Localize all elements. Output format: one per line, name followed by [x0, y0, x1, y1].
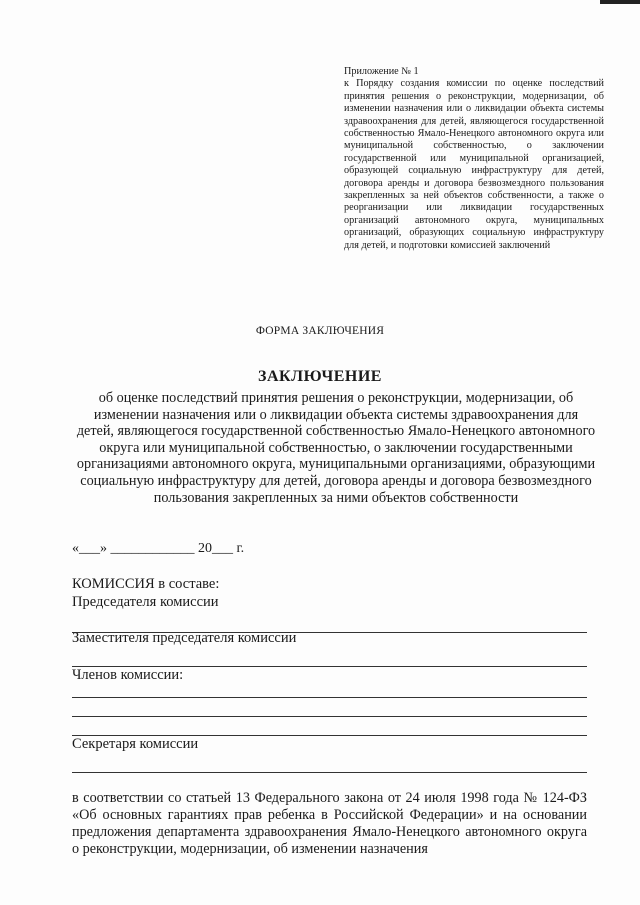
document-subtitle: об оценке последствий принятия решения о реконструкции, модернизации, об изменении назначения или о ликвидации объекта системы здравоохранения для детей, являющегося государственной собственностью Ямало-Ненецкого автономного округа или муниципальной собственностью, о заключении государственными организациями автономного округа, муниципальными организациями, образующими социальную инфраструктуру для детей, договора аренды и договора безвозмездного пользования закрепленных за ними объектов собственности	[76, 390, 596, 506]
scan-edge-mark	[600, 0, 640, 4]
date-line: «___» ____________ 20___ г.	[72, 541, 245, 556]
secretary-label: Секретаря комиссии	[72, 736, 199, 752]
annex-block	[344, 66, 604, 252]
form-label: ФОРМА ЗАКЛЮЧЕНИЯ	[255, 325, 385, 337]
commission-heading: КОМИССИЯ в составе:	[72, 576, 220, 592]
annex-text: к Порядку создания комиссии по оценке последствий принятия решения о реконструкции, модернизации, об изменении назначения или о ликвидации объекта системы здравоохранения для детей, являющегося государственной собственностью Ямало-Ненецкого автономного округа или муниципальной собственностью, о заключении государственной или муниципальной организацией, образующей социальную инфраструктуру для детей, договора аренды и договора безвозмездного пользования закрепленных за ней объектов собственности, а также о реорганизации или ликвидации государственных организаций автономного округа, муниципальных организаций, образующих социальную инфраструктуру для детей, и подготовки комиссией заключений	[344, 78, 604, 251]
members-fill-line-1	[72, 697, 587, 698]
members-label: Членов комиссии:	[72, 667, 184, 683]
chairman-label: Председателя комиссии	[72, 594, 219, 610]
annex-title: Приложение № 1	[344, 66, 419, 77]
deputy-label: Заместителя председателя комиссии	[72, 630, 297, 646]
members-fill-line-2	[72, 716, 587, 717]
document-title: ЗАКЛЮЧЕНИЕ	[258, 368, 382, 385]
body-paragraph: в соответствии со статьей 13 Федерального закона от 24 июля 1998 года № 124-ФЗ «Об основных гарантиях прав ребенка в Российской Федерации» и на основании предложения департамента здравоохранения Ямало-Ненецкого автономного округа о реконструкции, модернизации, об изменении назначения	[72, 790, 587, 857]
secretary-fill-line	[72, 772, 587, 773]
